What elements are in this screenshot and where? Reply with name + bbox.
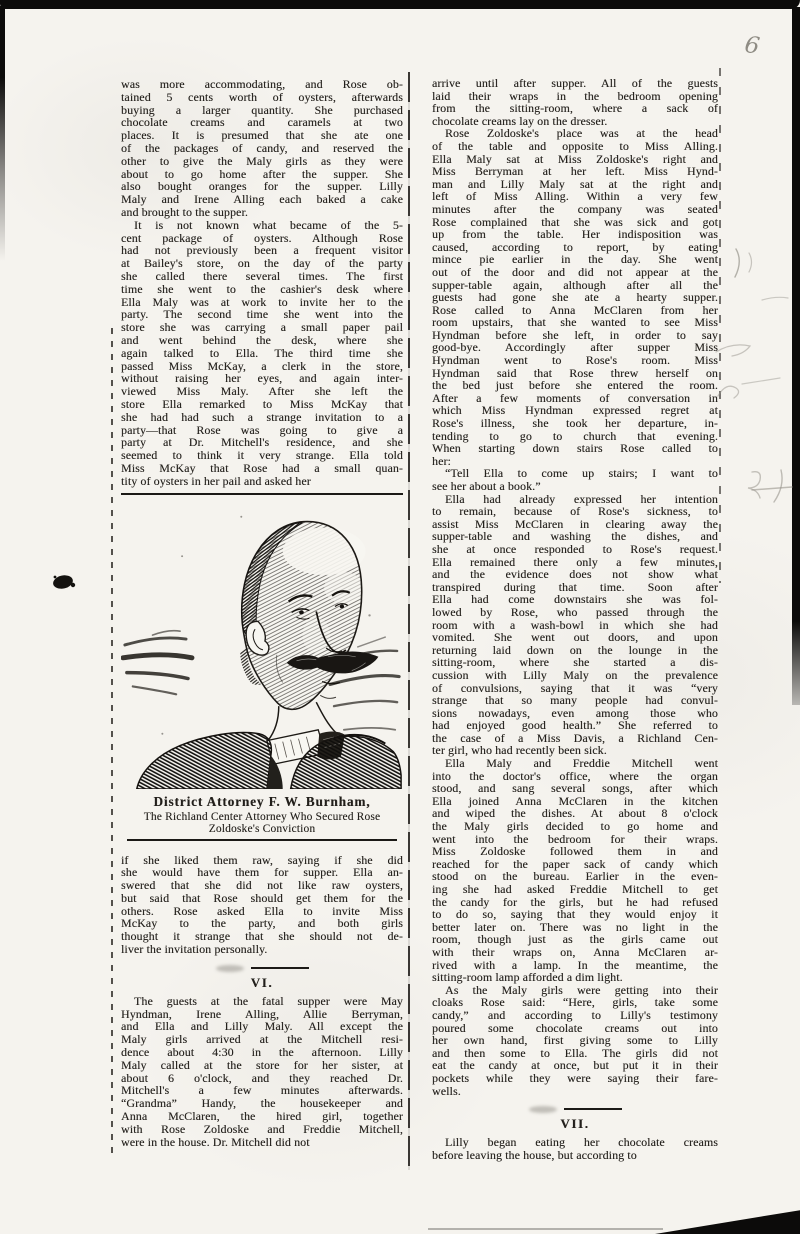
- portrait-suit: [137, 702, 401, 789]
- text-line: minutes after the company was seated: [432, 201, 718, 216]
- text-line: strange that so many people had convul-: [432, 693, 718, 708]
- text-line: and went behind the desk, where she: [121, 332, 403, 347]
- text-line: supper-table again, although after all the: [432, 277, 718, 292]
- text-line: cussion with Lilly Maly on the prevalence: [432, 667, 718, 682]
- text-line: she called there several times. The first: [121, 268, 403, 283]
- text-line: Lilly began eating her chocolate creams: [445, 1135, 718, 1150]
- section-divider: [432, 1100, 718, 1112]
- text-line: wells.: [432, 1083, 461, 1098]
- text-line: liver the invitation personally.: [121, 942, 268, 957]
- text-line: cent package of oysters. Although Rose: [121, 230, 403, 245]
- text-line: time she went to the cashier's desk where: [121, 281, 403, 296]
- text-line: about to go home after the supper. She: [121, 166, 403, 181]
- text-line: to do so, saying that they would enjoy it: [432, 907, 718, 922]
- text-line: caused, according to report, by eating: [432, 239, 718, 254]
- text-line: seemed to think it very strange. Ella told: [121, 448, 403, 463]
- text-line: mince pie earlier in the day. She went: [432, 252, 718, 267]
- text-line: sions nowadays, even among those who: [432, 705, 718, 720]
- text-line: ter girl, who had recently been sick.: [432, 743, 607, 758]
- scan-edge-right: [792, 7, 800, 705]
- text-line: the bed just before she entered the room.: [432, 378, 718, 393]
- text-line: Ella had already expressed her intention: [445, 491, 718, 506]
- article-column-right: [432, 77, 718, 1161]
- left-eye: [299, 610, 304, 614]
- text-line: Ella Maly sat at Miss Zoldoske's right and: [432, 151, 718, 166]
- text-line: sitting-room lamp afforded a dim light.: [432, 970, 623, 985]
- text-line: dence about 4:30 in the afternoon. Lilly: [121, 1045, 403, 1060]
- text-line: chocolate creams lay on the dresser.: [432, 113, 608, 128]
- text-line: Rose complained that she was sick and got: [432, 214, 718, 229]
- text-line: buying a larger quantity. She purchased: [121, 102, 403, 117]
- text-line: arrive until after supper. All of the guests: [432, 76, 718, 90]
- paragraph: [121, 219, 403, 488]
- text-line: sitting-room, where she started a dis-: [432, 655, 718, 670]
- figure-bottom-rule: [127, 839, 398, 841]
- text-line: before leaving the house, but according to: [432, 1147, 637, 1162]
- text-line: supper-table and washing the dishes, and: [432, 529, 718, 544]
- text-line: places. It is presumed that she ate one: [121, 128, 403, 143]
- text-line: viewed Miss Maly. After she left the: [121, 384, 403, 399]
- text-line: she at once responded to Rose's request.: [432, 541, 718, 556]
- pencil-scribbles: [716, 249, 792, 502]
- text-line: tity of oysters in her pail and asked her: [121, 473, 311, 488]
- text-line: poured some chocolate creams out into: [432, 1020, 718, 1035]
- text-line: into the doctor's office, where the organ: [432, 768, 718, 783]
- text-line: had enjoyed good health.” She referred to: [432, 718, 718, 733]
- text-line: room, though just as the girls came out: [432, 932, 718, 947]
- text-line: swered that she did not like raw oysters,: [121, 878, 403, 893]
- text-line: she had had such a strange invitation to a: [121, 409, 403, 424]
- text-line: without raising her eyes, and again inter-: [121, 371, 403, 386]
- text-line: also bought oranges for the supper. Lilly: [121, 179, 403, 194]
- paragraph: [121, 854, 403, 956]
- text-line: assist Miss McClaren in clearing away the: [432, 516, 718, 531]
- paragraph: [121, 78, 403, 219]
- text-line: Ella remained there only a few minutes,: [432, 554, 718, 569]
- scan-edge-top: [0, 0, 800, 9]
- text-line: of the packages of candy, and reserved the: [121, 140, 403, 155]
- text-line: went into the bedroom for their wraps.: [432, 831, 718, 846]
- text-line: Maly and Irene Alling each baked a cake: [121, 192, 403, 207]
- text-line: tending to go to church that evening.: [432, 428, 718, 443]
- burnham-portrait-engraving: [121, 497, 403, 789]
- text-line: Maly called at the store for her sister, at: [121, 1057, 403, 1072]
- text-line: had not previously been a frequent visitor: [121, 243, 403, 258]
- text-line: Ella joined Anna McClaren in the kitchen: [432, 793, 718, 808]
- text-line: It is not known what became of the 5-: [134, 217, 403, 232]
- text-line: left of Miss Alling. Within a very few: [432, 189, 718, 204]
- text-line: the case of a Miss Davis, a Richland Cen-: [432, 730, 718, 745]
- text-line: rived with a lamp. In the meantime, the: [432, 957, 718, 972]
- text-line: Miss McKay that Rose had a small quan-: [121, 460, 403, 475]
- text-line: to remain, because of Rose's sickness, to: [432, 504, 718, 519]
- text-line: Rose's illness, she took her departure, in-: [432, 416, 718, 431]
- text-line: man and Lilly Maly sat at the right and: [432, 176, 718, 191]
- text-line: Hyndman, Irene Alling, Allie Berryman,: [121, 1006, 403, 1021]
- text-line: better later on. There was no light in the: [432, 919, 718, 934]
- scan-edge-left: [0, 6, 5, 261]
- text-line: returning laid down on the lounge in the: [432, 642, 718, 657]
- text-line: Anna McClaren, the hired girl, together: [121, 1109, 403, 1124]
- text-line: she would have them for supper. Ella an-: [121, 865, 403, 880]
- paragraph: [432, 127, 718, 467]
- text-line: party. The second time she went into the: [121, 307, 403, 322]
- text-line: other to give the Maly girls as they were: [121, 153, 403, 168]
- text-line: with Rose Zoldoske and Freddie Mitchell,: [121, 1121, 403, 1136]
- text-line: lowed by Rose, who passed through the: [432, 604, 718, 619]
- text-line: the candy for the girls, but he had refused: [432, 894, 718, 909]
- article-column-left: [121, 78, 403, 1148]
- text-line: vomited. She went out doors, and upon: [432, 630, 718, 645]
- text-line: Hyndman went to Rose's room. Miss: [432, 353, 718, 368]
- column-rule-left: [111, 328, 113, 1160]
- text-line: room with a wash-bowl in which she had: [432, 617, 718, 632]
- text-line: Rose Zoldoske's place was at the head: [445, 126, 718, 141]
- text-line: and brought to the supper.: [121, 204, 248, 219]
- text-line: cloaks Rose said: “Here, girls, take some: [432, 995, 718, 1010]
- divider-line: [564, 1108, 622, 1110]
- right-eye: [340, 604, 344, 608]
- ink-blot: [52, 574, 75, 591]
- text-line: Hyndman said that Rose threw herself on: [432, 365, 718, 380]
- text-line: party at Dr. Mitchell's residence, and she: [121, 435, 403, 450]
- ink-smudge: [216, 965, 244, 972]
- text-line: at Bailey's store, on the day of the party: [121, 256, 403, 271]
- portrait-figure: [121, 493, 403, 841]
- text-line: good-bye. Accordingly after supper Miss: [432, 340, 718, 355]
- text-line: again talked to Ella. The third time she: [121, 345, 403, 360]
- paragraph: [121, 995, 403, 1149]
- text-line: see her about a book.”: [432, 479, 541, 493]
- text-line: out of the door and did not appear at the: [432, 264, 718, 279]
- text-line: party—that Rose was going to give a: [121, 422, 403, 437]
- section-heading: VII.: [560, 1116, 590, 1132]
- text-line: eat the candy at once, but put it in their: [432, 1058, 718, 1073]
- figure-caption-subtitle-line2: Zoldoske's Conviction: [208, 822, 316, 835]
- text-line: guests had gone she ate a hearty supper.: [432, 290, 718, 305]
- text-line: chocolate creams and caramels at two: [121, 115, 403, 130]
- paragraph: [432, 493, 718, 757]
- text-line: passed Miss McKay, a clerk in the store,: [121, 358, 403, 373]
- section-divider: [121, 959, 403, 971]
- text-line: about 6 o'clock, and they reached Dr.: [121, 1070, 403, 1085]
- text-line: with their wraps on, Anna McClaren ar-: [432, 944, 718, 959]
- text-line: The guests at the fatal supper were May: [134, 993, 403, 1008]
- text-line: and Ella and Lilly Maly. All except the: [121, 1019, 403, 1034]
- column-rule-middle: [408, 72, 410, 1170]
- text-line: her:: [432, 453, 451, 468]
- text-line: ing she had asked Freddie Mitchell to get: [432, 882, 718, 896]
- text-line: store Ella remarked to Miss McKay that: [121, 396, 403, 411]
- text-line: the Maly girls decided to go home and: [432, 819, 718, 834]
- text-line: but said that Rose should get them for the: [121, 890, 403, 905]
- paragraph: [432, 77, 718, 127]
- text-line: Mitchell's a few minutes afterwards.: [121, 1083, 403, 1098]
- scan-edge-bottom-shadow: [428, 1228, 663, 1230]
- text-line: her own hand, first giving some to Lilly: [432, 1033, 718, 1048]
- text-line: of convulsions, saying that it was “very: [432, 680, 718, 695]
- text-line: thought it strange that she should not de-: [121, 929, 403, 944]
- text-line: Maly girls arrived at the Mitchell resi-: [121, 1032, 403, 1047]
- text-line: Ella had come downstairs she was fol-: [432, 592, 718, 607]
- scan-edge-bottom: [655, 1206, 800, 1234]
- text-line: “Tell Ella to come up stairs; I want to: [445, 466, 718, 481]
- text-line: When starting down stairs Rose called to: [432, 441, 718, 456]
- text-line: candy,” and according to Lilly's testimony: [432, 1007, 718, 1022]
- text-line: McKay to the party, and both girls: [121, 916, 403, 931]
- paragraph: [432, 984, 718, 1097]
- text-line: was more accommodating, and Rose ob-: [121, 77, 403, 91]
- text-line: and wiped the dishes. At about 8 o'clock: [432, 806, 718, 821]
- text-line: which Miss Hyndman expressed regret at: [432, 403, 718, 418]
- text-line: laid their wraps in the bedroom opening: [432, 88, 718, 103]
- text-line: of the table and opposite to Miss Alling.: [432, 138, 718, 153]
- text-line: Ella Maly and Freddie Mitchell went: [445, 756, 718, 771]
- text-line: up from the table. Her indisposition was: [432, 227, 718, 242]
- text-line: room upstairs, that she wanted to see Miss: [432, 315, 718, 330]
- text-line: transpired during that time. Soon after: [432, 579, 718, 594]
- paragraph: [432, 467, 718, 492]
- text-line: “Grandma” Handy, the housekeeper and: [121, 1096, 403, 1111]
- text-line: Miss Berryman at her left. Miss Hynd-: [432, 164, 718, 179]
- text-line: were in the house. Dr. Mitchell did not: [121, 1134, 310, 1149]
- text-line: from the sitting-room, where a sack of: [432, 101, 718, 116]
- text-line: tained 5 cents worth of oysters, afterwards: [121, 89, 403, 104]
- text-line: Hyndman before she left, in order to say: [432, 327, 718, 342]
- text-line: After a few moments of conversation in: [432, 390, 718, 405]
- section-heading: VI.: [250, 974, 274, 990]
- text-line: if she liked them raw, saying if she did: [121, 852, 403, 867]
- text-line: and then some to Ella. The girls did not: [432, 1045, 718, 1060]
- handwritten-page-number: 6: [742, 31, 762, 60]
- text-line: reached for the paper sack of candy which: [432, 856, 718, 871]
- figure-caption-subtitle-line1: The Richland Center Attorney Who Secured Rose: [143, 810, 381, 823]
- text-line: stood, and sang several songs, after which: [432, 781, 718, 796]
- paragraph: [432, 1136, 718, 1161]
- text-line: pockets while they were saying their fare-: [432, 1070, 718, 1085]
- text-line: store she was carrying a small paper pail: [121, 320, 403, 335]
- text-line: Miss Zoldoske followed them in and: [432, 844, 718, 859]
- text-line: As the Maly girls were getting into their: [445, 982, 718, 997]
- column-rule-right: [719, 68, 721, 583]
- divider-line: [251, 967, 309, 969]
- paragraph: [432, 757, 718, 984]
- text-line: Rose called to Anna McClaren from her: [432, 302, 718, 317]
- text-line: and the evidence does not show what: [432, 567, 718, 582]
- ink-smudge: [529, 1106, 557, 1113]
- text-line: others. Rose asked Ella to invite Miss: [121, 903, 403, 918]
- figure-caption-title: District Attorney F. W. Burnham,: [153, 793, 371, 809]
- text-line: stood on the bureau. Earlier in the even-: [432, 869, 718, 884]
- figure-top-rule: [121, 493, 403, 495]
- text-line: Ella Maly was at work to invite her to the: [121, 294, 403, 309]
